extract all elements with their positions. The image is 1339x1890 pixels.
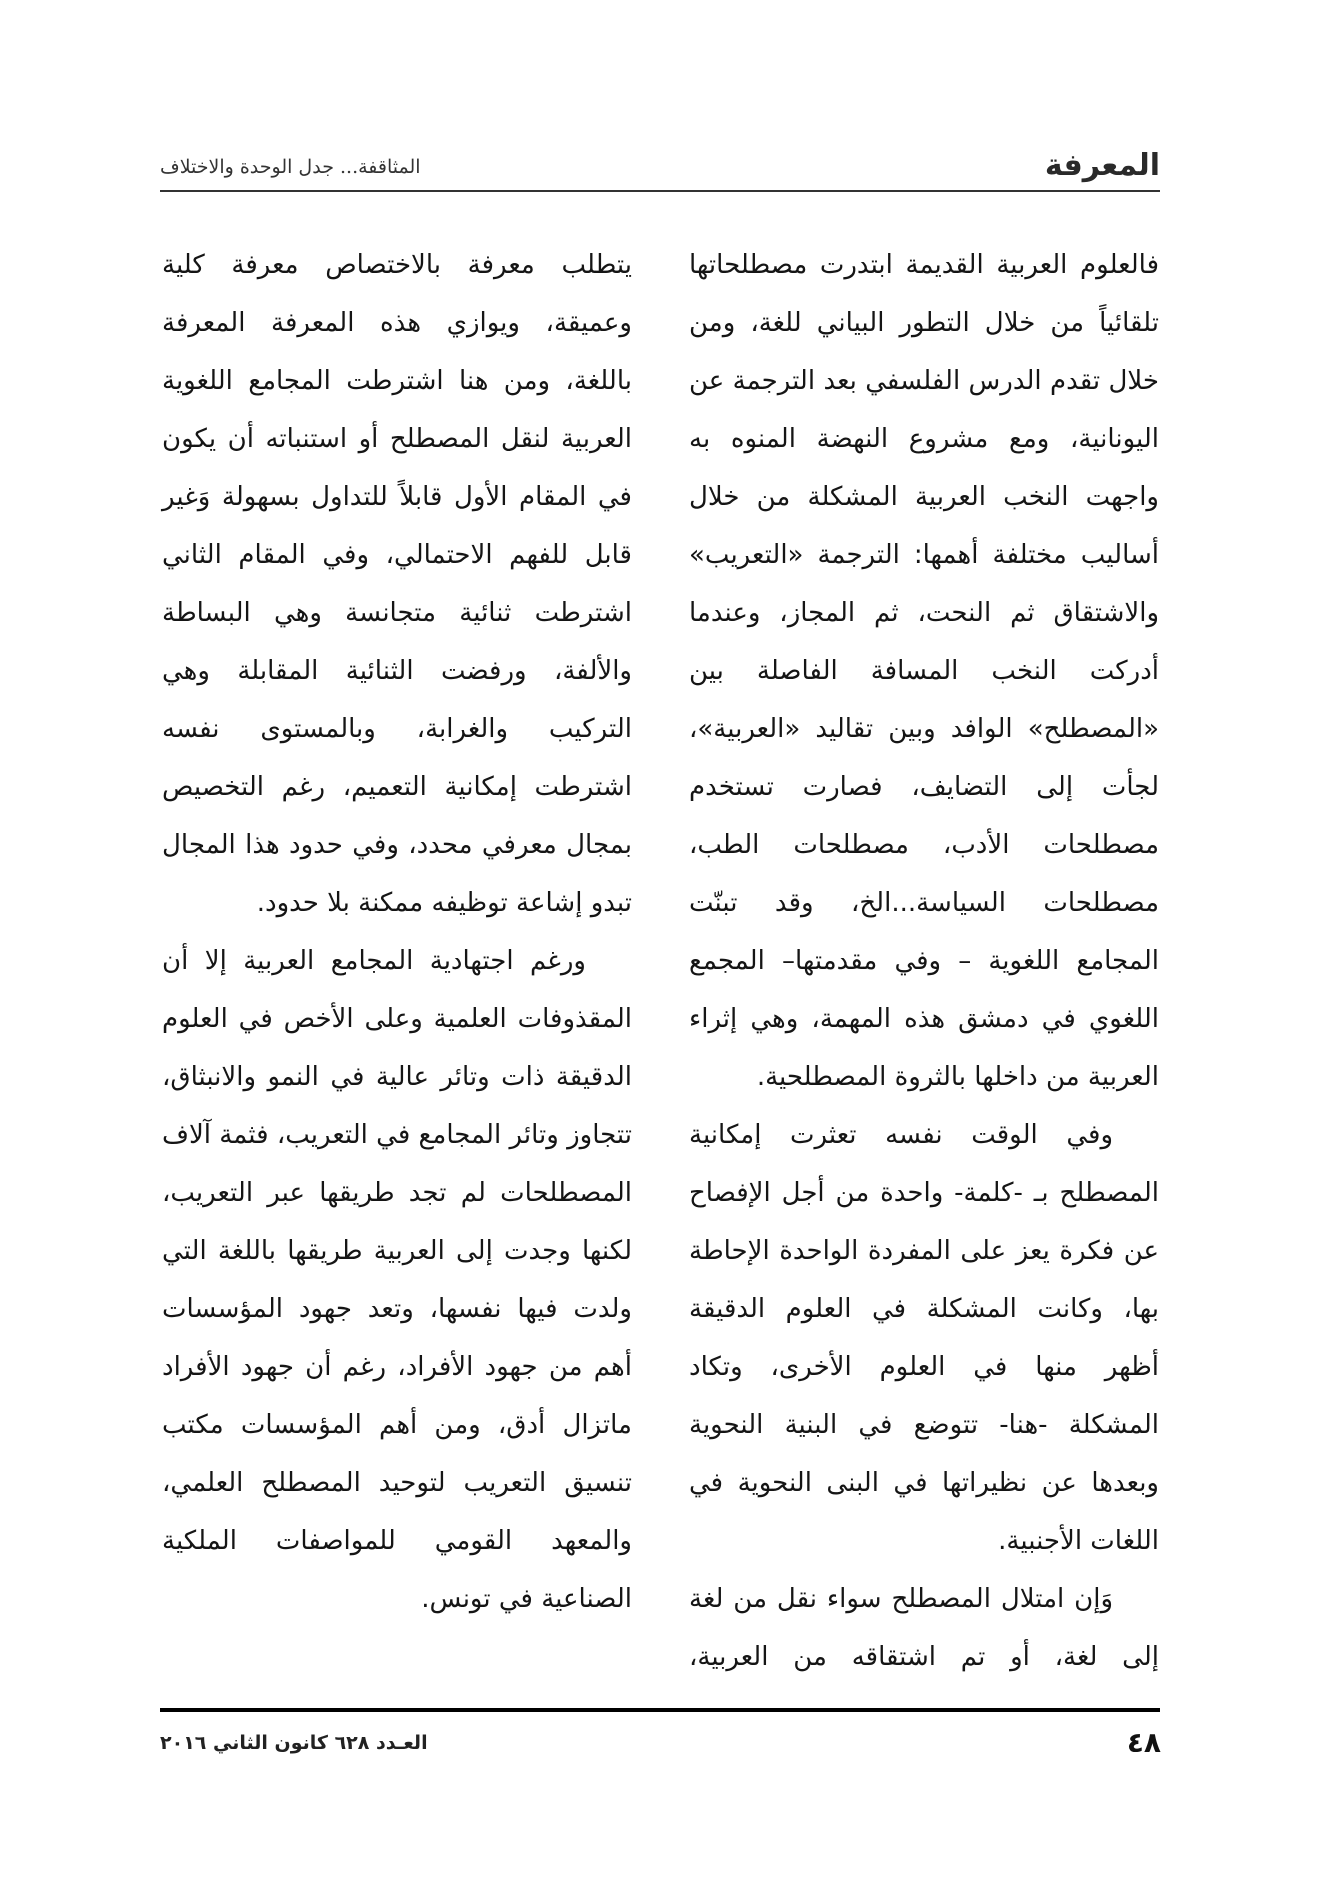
paragraph: يتطلب معرفة بالاختصاص معرفة كلية وعميقة، ويوازي هذه المعرفة المعرفة باللغة، ومن هنا اشترطت المجامع اللغوية العربية لنقل المصطلح أو استنباته أن يكون في المقام الأول قابلاً للتداول بسهولة وَغير قابل للفهم الاحتمالي، وفي المقام الثاني اشترطت ثنائية متجانسة وهي البساطة والألفة، ورفضت الثنائية المقابلة وهي التركيب والغرابة، وبالمستوى نفسه اشترطت إمكانية التعميم، رغم التخصيص بمجال معرفي محدد، وفي حدود هذا المجال تبدو إشاعة توظيفه ممكنة بلا حدود. bbox=[162, 250, 632, 918]
paragraph: ورغم اجتهادية المجامع العربية إلا أن المقذوفات العلمية وعلى الأخص في العلوم الدقيقة ذات وتائر عالية في النمو والانبثاق، تتجاوز وتائر المجامع في التعريب، فثمة آلاف المصطلحات لم تجد طريقها عبر التعريب، لكنها وجدت إلى العربية طريقها باللغة التي ولدت فيها نفسها، وتعد جهود المؤسسات أهم من جهود الأفراد، رغم أن جهود الأفراد ماتزال أدق، ومن أهم المؤسسات مكتب تنسيق التعريب لتوحيد المصطلح العلمي، والمعهد القومي للمواصفات الملكية الصناعية في تونس. bbox=[162, 946, 632, 1614]
paragraph: وَإن امتلال المصطلح سواء نقل من لغة إلى لغة، أو تم اشتقاقه من العربية، bbox=[689, 1584, 1159, 1672]
running-title: المثاقفة... جدل الوحدة والاختلاف bbox=[160, 156, 421, 178]
issue-info: العـدد ٦٢٨ كانون الثاني ٢٠١٦ bbox=[160, 1732, 428, 1754]
left-column bbox=[162, 236, 632, 1628]
header-rule bbox=[160, 190, 1160, 192]
right-column bbox=[689, 236, 1159, 1686]
paragraph: وفي الوقت نفسه تعثرت إمكانية المصطلح بـ -كلمة- واحدة من أجل الإفصاح عن فكرة يعز على المفردة الواحدة الإحاطة بها، وكانت المشكلة في العلوم الدقيقة أظهر منها في العلوم الأخرى، وتكاد المشكلة -هنا- تتوضع في البنية النحوية وبعدها عن نظيراتها في البنى النحوية في اللغات الأجنبية. bbox=[689, 1120, 1159, 1556]
page-number: ٤٨ bbox=[1126, 1726, 1161, 1759]
page-header bbox=[160, 148, 1160, 192]
magazine-logo: المعرفة bbox=[1044, 148, 1160, 183]
footer-rule bbox=[160, 1708, 1160, 1712]
paragraph: فالعلوم العربية القديمة ابتدرت مصطلحاتها تلقائياً من خلال التطور البياني للغة، ومن خلال تقدم الدرس الفلسفي بعد الترجمة عن اليونانية، ومع مشروع النهضة المنوه به واجهت النخب العربية المشكلة من خلال أساليب مختلفة أهمها: الترجمة «التعريب» والاشتقاق ثم النحت، ثم المجاز، وعندما أدركت النخب المسافة الفاصلة بين «المصطلح» الوافد وبين تقاليد «العربية»، لجأت إلى التضايف، فصارت تستخدم مصطلحات الأدب، مصطلحات الطب، مصطلحات السياسة...الخ، وقد تبنّت المجامع اللغوية – وفي مقدمتها– المجمع اللغوي في دمشق هذه المهمة، وهي إثراء العربية من داخلها بالثروة المصطلحية. bbox=[689, 250, 1159, 1092]
